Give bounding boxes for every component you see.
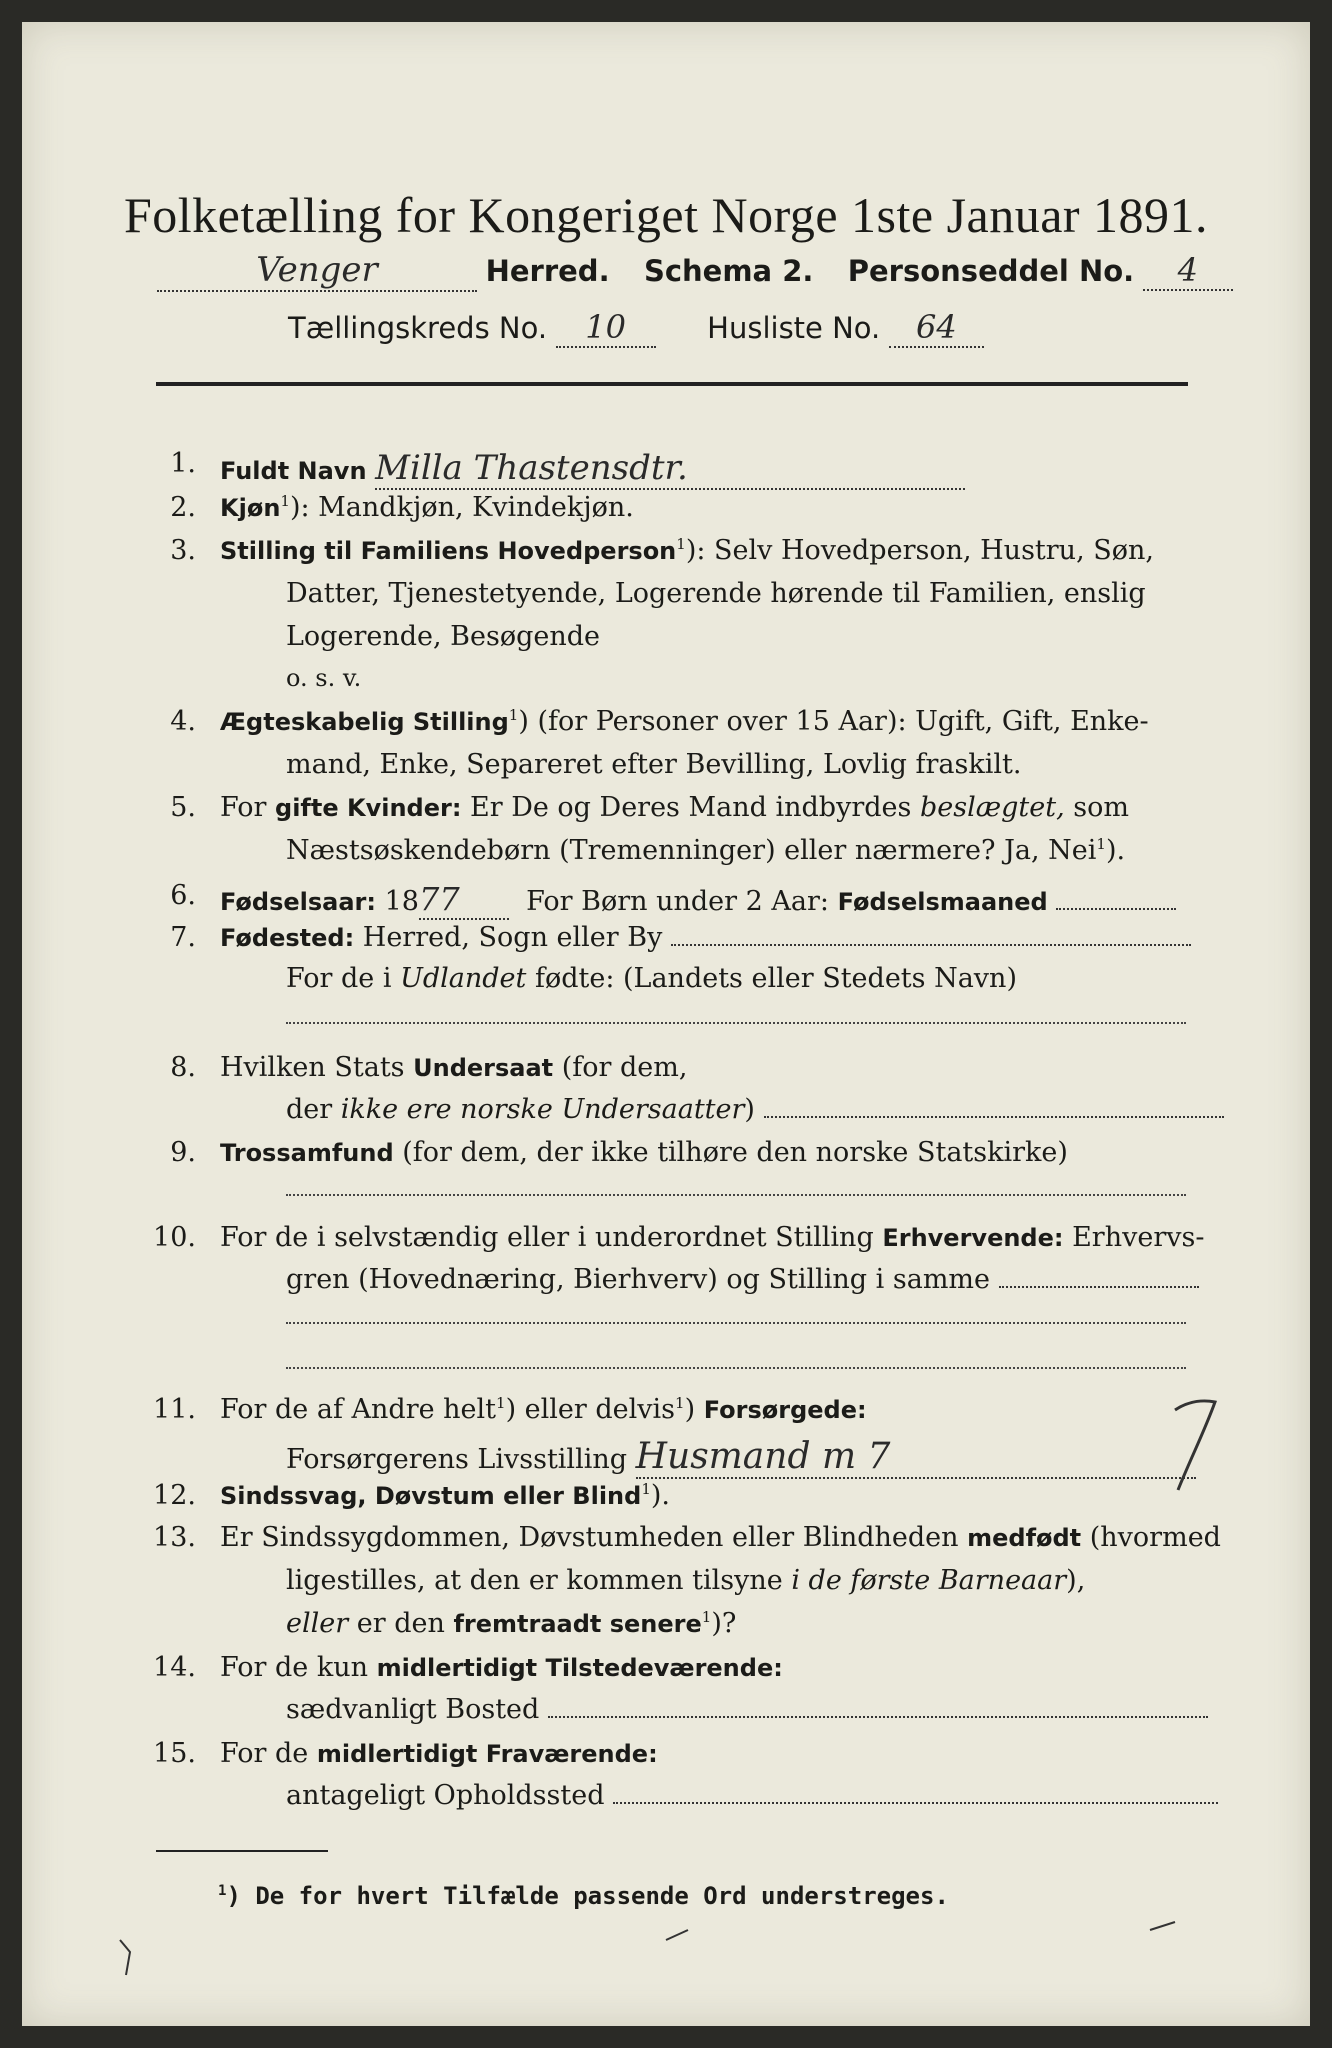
item-8-text2: (for dem,	[561, 1052, 688, 1083]
item-13-text3b: ),	[1066, 1565, 1086, 1596]
item-4-text2: mand, Enke, Separeret efter Bevilling, Lovlig fraskilt.	[286, 749, 1022, 780]
item-6-text: For Børn under 2 Aar:	[526, 886, 829, 917]
item-13-number: 13.	[153, 1522, 196, 1553]
item-3-label: Stilling til Familiens Hovedperson	[220, 537, 677, 565]
personseddel-label: Personseddel No.	[847, 254, 1135, 288]
item-2-text: ): Mandkjøn, Kvindekjøn.	[289, 492, 634, 523]
taellingskreds-value: 10	[556, 308, 656, 348]
item-10-text2: Erhvervs-	[1072, 1222, 1205, 1253]
item-8-text1: Hvilken Stats	[220, 1052, 405, 1083]
item-9-number: 9.	[170, 1137, 196, 1168]
birth-year-prefix: 18	[384, 886, 419, 917]
item-13-italic2: eller	[286, 1608, 349, 1639]
item-8-number: 8.	[170, 1052, 196, 1083]
item-7-number: 7.	[170, 922, 196, 953]
item-13-text2: (hvormed	[1089, 1522, 1221, 1553]
taellingskreds-label: Tællingskreds No.	[288, 311, 548, 345]
item-1-label: Fuldt Navn	[220, 457, 367, 485]
item-5-pre: For	[220, 792, 267, 823]
handwritten-mark	[1175, 1401, 1215, 1490]
item-4-text1: ) (for Personer over 15 Aar): Ugift, Gift, Enke-	[518, 706, 1149, 737]
item-15-label: midlertidigt Fraværende:	[316, 1740, 658, 1768]
pen-mark-right	[1150, 1922, 1175, 1930]
form-title: Folketælling for Kongeriget Norge 1ste Januar 1891.	[123, 187, 1209, 243]
item-4-sup: 1	[508, 706, 519, 724]
item-4-label: Ægteskabelig Stilling	[220, 708, 509, 736]
item-5-italic: beslægtet,	[919, 792, 1065, 823]
item-3-text3: Logerende, Besøgende	[286, 621, 600, 652]
item-1-number: 1.	[170, 448, 196, 479]
item-7-text3: fødte: (Landets eller Stedets Navn)	[534, 963, 1017, 994]
item-2-number: 2.	[170, 492, 196, 523]
item-11-sup: 1	[496, 1394, 506, 1412]
item-4-number: 4.	[170, 706, 196, 737]
item-13-text3: ligestilles, at den er kommen tilsyne	[286, 1565, 783, 1596]
item-3-number: 3.	[170, 535, 196, 566]
item-14-label: midlertidigt Tilstedeværende:	[376, 1654, 783, 1682]
item-11-text3: Forsørgerens Livsstilling	[286, 1444, 628, 1475]
item-2-sup: 1	[280, 492, 290, 510]
item-5-label: gifte Kvinder:	[275, 794, 462, 822]
birth-year-value: 77	[419, 880, 509, 920]
item-13-text1: Er Sindssygdommen, Døvstumheden eller Blindheden	[220, 1522, 959, 1553]
item-10-label: Erhvervende:	[882, 1224, 1064, 1252]
item-13-label: medfødt	[967, 1524, 1082, 1552]
footnote-text: ) De for hvert Tilfælde passende Ord understreges.	[226, 1882, 949, 1910]
full-name-value: Milla Thastensdtr.	[375, 448, 965, 490]
item-5-sup: 1	[1096, 835, 1106, 853]
item-9-label: Trossamfund	[220, 1139, 394, 1167]
item-7-text: Herred, Sogn eller By	[362, 922, 663, 953]
personseddel-value: 4	[1143, 251, 1233, 291]
item-5-end: ).	[1105, 835, 1126, 866]
pen-mark-left	[120, 1940, 130, 1975]
herred-value: Venger	[157, 250, 477, 292]
item-7-text2: For de i	[286, 963, 392, 994]
item-6-number: 6.	[170, 880, 196, 911]
husliste-label: Husliste No.	[707, 311, 881, 345]
item-13-sup: 1	[701, 1608, 712, 1626]
item-5-number: 5.	[170, 792, 196, 823]
item-14-text2: sædvanligt Bosted	[286, 1694, 540, 1725]
item-11-end: )	[684, 1394, 696, 1425]
item-10-text1: For de i selvstændig eller i underordnet Stilling	[220, 1222, 874, 1253]
item-8-label: Undersaat	[413, 1054, 554, 1082]
item-11-text1: For de af Andre helt	[220, 1394, 497, 1425]
item-5-text1b: som	[1073, 792, 1129, 823]
item-9-text: (for dem, der ikke tilhøre den norske Statskirke)	[402, 1137, 1068, 1168]
pen-mark-center	[666, 1930, 688, 1940]
item-6-label2: Fødselsmaaned	[837, 888, 1048, 916]
item-12-label: Sindssvag, Døvstum eller Blind	[220, 1482, 642, 1510]
item-8-end: )	[744, 1094, 755, 1125]
footnote-sup: 1	[218, 1883, 227, 1899]
item-3-text1: ): Selv Hovedperson, Hustru, Søn,	[685, 535, 1154, 566]
husliste-value: 64	[889, 308, 984, 348]
herred-label: Herred.	[485, 254, 610, 288]
item-15-text1: For de	[220, 1738, 309, 1769]
item-15-text2: antageligt Opholdssted	[286, 1780, 605, 1811]
item-8-text3: der	[286, 1094, 333, 1125]
item-11-text2: ) eller delvis	[505, 1394, 676, 1425]
item-3-text4: o. s. v.	[286, 664, 362, 692]
item-7-label: Fødested:	[220, 924, 355, 952]
item-14-number: 14.	[153, 1652, 196, 1683]
item-11-sup2: 1	[675, 1394, 685, 1412]
schema-label: Schema 2.	[643, 254, 814, 288]
item-3-sup: 1	[676, 535, 686, 553]
item-14-text1: For de kun	[220, 1652, 368, 1683]
item-13-label2: fremtraadt senere	[453, 1610, 702, 1638]
item-11-label: Forsørgede:	[703, 1396, 867, 1424]
item-12-number: 12.	[153, 1480, 196, 1511]
item-5-text2: Næstsøskendebørn (Tremenninger) eller nærmere? Ja, Nei	[286, 835, 1097, 866]
item-6-label: Fødselsaar:	[220, 888, 376, 916]
item-3-text2: Datter, Tjenestetyende, Logerende hørende til Familien, enslig	[286, 578, 1146, 609]
item-5-text1: Er De og Deres Mand indbyrdes	[470, 792, 912, 823]
item-12-sup: 1	[641, 1480, 651, 1498]
item-12-end: ).	[650, 1480, 670, 1511]
item-2-label: Kjøn	[220, 494, 281, 522]
item-13-text4: er den	[356, 1608, 445, 1639]
item-8-italic: ikke ere norske Undersaatter	[340, 1094, 745, 1125]
item-13-end: )?	[711, 1608, 737, 1639]
item-7-italic: Udlandet	[400, 963, 527, 994]
item-15-number: 15.	[153, 1738, 196, 1769]
item-11-number: 11.	[153, 1394, 196, 1425]
provider-occupation-value: Husmand m 7	[636, 1436, 1196, 1479]
item-13-italic: i de første Barneaar	[791, 1565, 1067, 1596]
item-10-number: 10.	[153, 1222, 196, 1253]
item-10-text3: gren (Hovednæring, Bierhverv) og Stilling i samme	[286, 1264, 991, 1295]
